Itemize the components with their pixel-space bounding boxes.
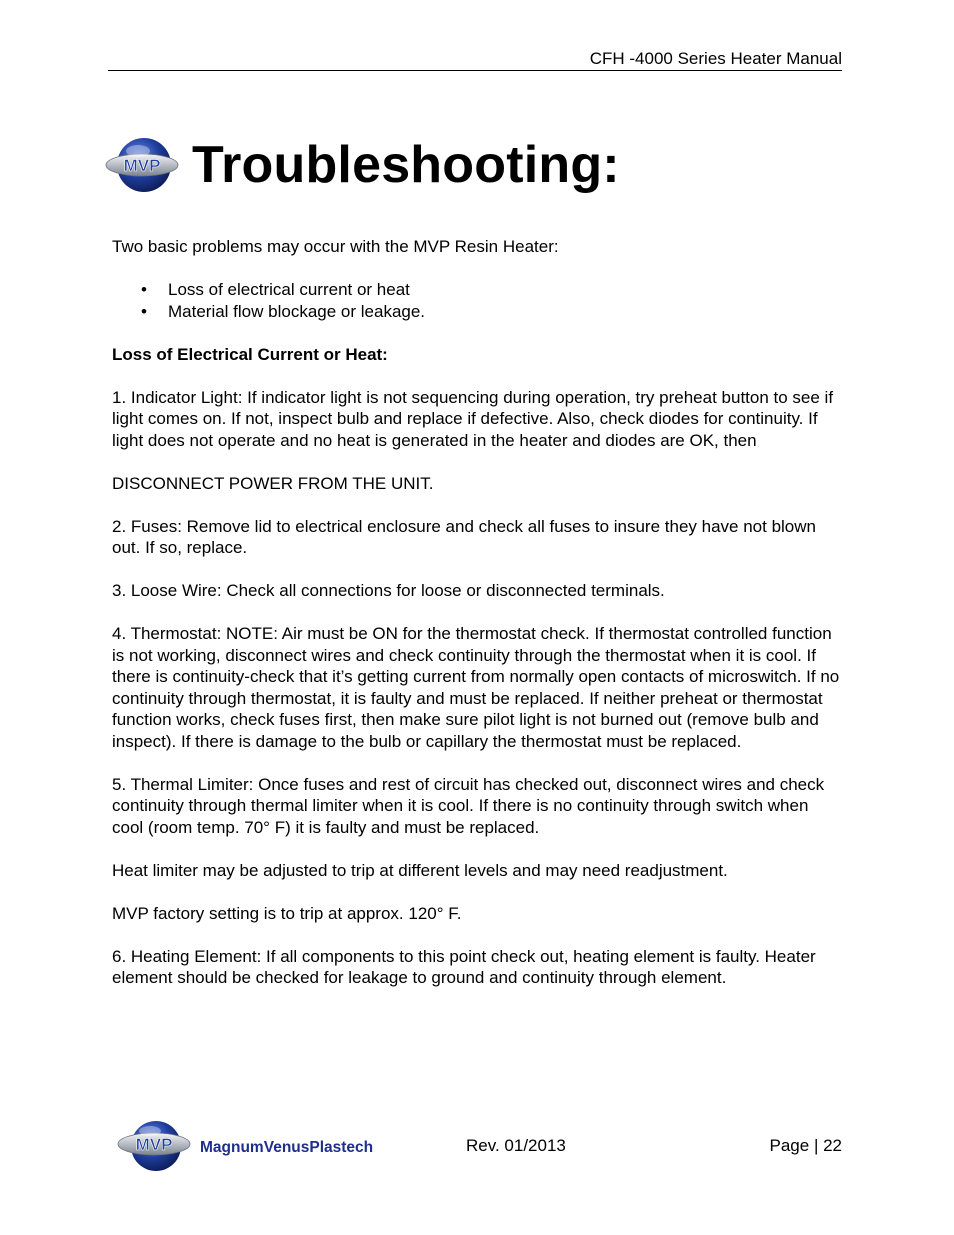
- body-content: [112, 236, 842, 1010]
- footer-mvp-logo-icon: [118, 1121, 190, 1171]
- footer-company-logo: [116, 1116, 406, 1176]
- paragraph-loose-wire: 3. Loose Wire: Check all connections for loose or disconnected terminals.: [112, 581, 665, 600]
- paragraph-disconnect-power: DISCONNECT POWER FROM THE UNIT.: [112, 473, 434, 493]
- footer-revision: Rev. 01/2013: [466, 1136, 566, 1155]
- paragraph-indicator-light: 1. Indicator Light: If indicator light is not sequencing during operation, try preheat button to see if light comes on. If not, inspect bulb and replace if defective. Also, check diodes for continuity. If light does not operate and no heat is generated in the heater and diodes are OK, then: [112, 387, 834, 450]
- paragraph-heating-element: 6. Heating Element: If all components to this point check out, heating element is faulty. Heater element should be checked for leakage to ground and continuity through element.: [112, 946, 816, 987]
- paragraph-fuses: 2. Fuses: Remove lid to electrical enclosure and check all fuses to insure they have not blown out. If so, replace.: [112, 516, 816, 557]
- problem-list: [112, 279, 842, 322]
- intro-paragraph: Two basic problems may occur with the MVP Resin Heater:: [112, 237, 559, 256]
- page-header-title: CFH -4000 Series Heater Manual: [589, 49, 842, 68]
- footer-logo-text: MVP: [135, 1135, 173, 1154]
- section-heading: Loss of Electrical Current or Heat:: [112, 344, 388, 364]
- list-item: • Material flow blockage or leakage.: [141, 301, 426, 321]
- title-row: [104, 133, 620, 197]
- paragraph-heat-limiter: Heat limiter may be adjusted to trip at different levels and may need readjustment.: [112, 860, 728, 880]
- paragraph-thermostat: 4. Thermostat: NOTE: Air must be ON for the thermostat check. If thermostat controlled function is not working, disconnect wires and check continuity through the thermostat when it is cool. If there is continuity-check that it’s getting current from normally open contacts of microswitch. If no continuity through thermostat, it is faulty and must be replaced. If neither preheat or thermostat function works, check fuses first, then make sure pilot light is not burned out (remove bulb and inspect). If there is damage to the bulb or capillary the thermostat must be replaced.: [112, 624, 840, 751]
- header-rule: [108, 70, 842, 71]
- page-title: Troubleshooting:: [192, 136, 620, 194]
- footer-page-number: Page | 22: [769, 1136, 842, 1155]
- paragraph-thermal-limiter: 5. Thermal Limiter: Once fuses and rest of circuit has checked out, disconnect wires and check continuity through thermal limiter when it is cool. If there is no continuity through switch when cool (room temp. 70° F) it is faulty and must be replaced.: [112, 774, 825, 837]
- bullet-icon: •: [141, 280, 147, 299]
- title-logo-text: MVP: [123, 156, 161, 175]
- footer-company-name: MagnumVenusPlastech: [200, 1139, 374, 1156]
- bullet-icon: •: [141, 301, 147, 321]
- paragraph-factory-setting: MVP factory setting is to trip at approx. 120° F.: [112, 903, 462, 923]
- mvp-logo-icon: [104, 133, 180, 197]
- list-item: • Loss of electrical current or heat: [141, 280, 410, 299]
